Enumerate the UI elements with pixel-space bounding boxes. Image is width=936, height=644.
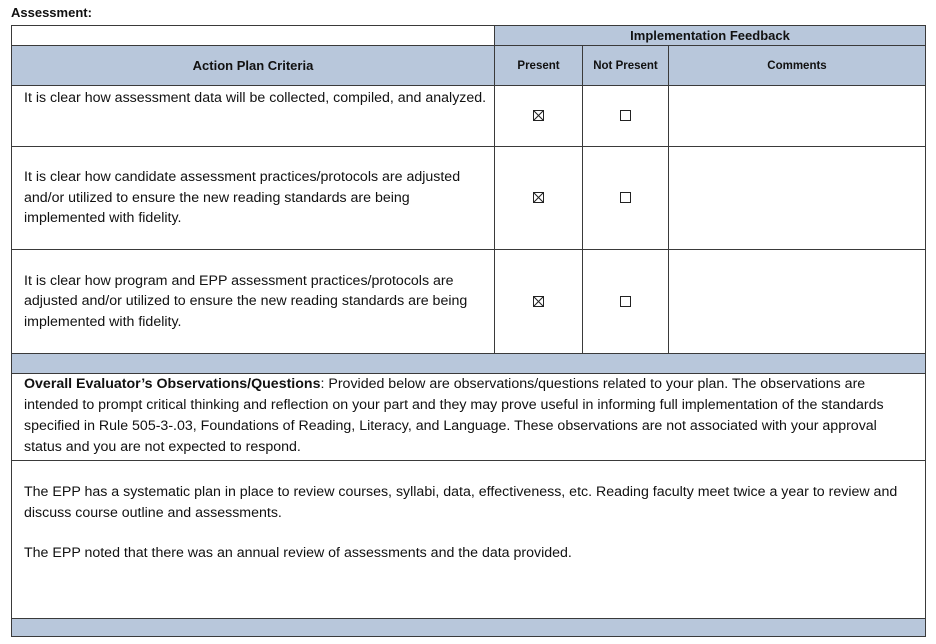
not-present-cell — [583, 86, 669, 147]
comments-cell[interactable] — [669, 147, 926, 250]
note-paragraph: The EPP has a systematic plan in place to review courses, syllabi, data, effectiveness, etc. Reading faculty meet twice a year to review and discuss course outline and assessments. — [24, 484, 898, 521]
table-row — [12, 147, 926, 250]
observations-text: : Provided below are observations/questions related to your plan. The observations are intended to prompt critical thinking and reflection on your part and they may prove useful in informing full implementation of the standards specified in Rule 505-3-.03, Foundations of Reading, Literacy, and Language. These observations are not associated with your approval status and you are not expected to respond. — [24, 376, 884, 455]
section-heading: Assessment: — [11, 5, 92, 20]
present-cell — [495, 250, 583, 354]
implementation-feedback-header: Implementation Feedback — [495, 26, 926, 46]
checkbox-empty-icon[interactable] — [620, 192, 631, 203]
comments-cell[interactable] — [669, 250, 926, 354]
not-present-header: Not Present — [583, 46, 669, 86]
comments-header: Comments — [669, 46, 926, 86]
criterion-text: It is clear how program and EPP assessment practices/protocols are adjusted and/or utilized to ensure the new reading standards are being implemented with fidelity. — [12, 250, 495, 354]
criterion-text: It is clear how candidate assessment practices/protocols are adjusted and/or utilized to ensure the new reading standards are being implemented with fidelity. — [12, 147, 495, 250]
present-header: Present — [495, 46, 583, 86]
divider-band — [12, 354, 926, 374]
evaluator-notes — [12, 461, 926, 619]
not-present-cell — [583, 147, 669, 250]
assessment-table — [11, 25, 926, 637]
table-row — [12, 86, 926, 147]
comments-cell[interactable] — [669, 86, 926, 147]
not-present-cell — [583, 250, 669, 354]
checkbox-checked-icon[interactable] — [533, 296, 544, 307]
present-cell — [495, 86, 583, 147]
criterion-text: It is clear how assessment data will be collected, compiled, and analyzed. — [12, 86, 495, 147]
checkbox-empty-icon[interactable] — [620, 110, 631, 121]
table-row — [12, 250, 926, 354]
observations-block — [12, 374, 926, 461]
observations-label: Overall Evaluator’s Observations/Questions — [24, 376, 321, 392]
checkbox-checked-icon[interactable] — [533, 192, 544, 203]
footer-band — [12, 619, 926, 637]
note-paragraph: The EPP noted that there was an annual review of assessments and the data provided. — [24, 545, 572, 561]
blank-header-cell — [12, 26, 495, 46]
checkbox-empty-icon[interactable] — [620, 296, 631, 307]
present-cell — [495, 147, 583, 250]
criteria-header: Action Plan Criteria — [12, 46, 495, 86]
checkbox-checked-icon[interactable] — [533, 110, 544, 121]
